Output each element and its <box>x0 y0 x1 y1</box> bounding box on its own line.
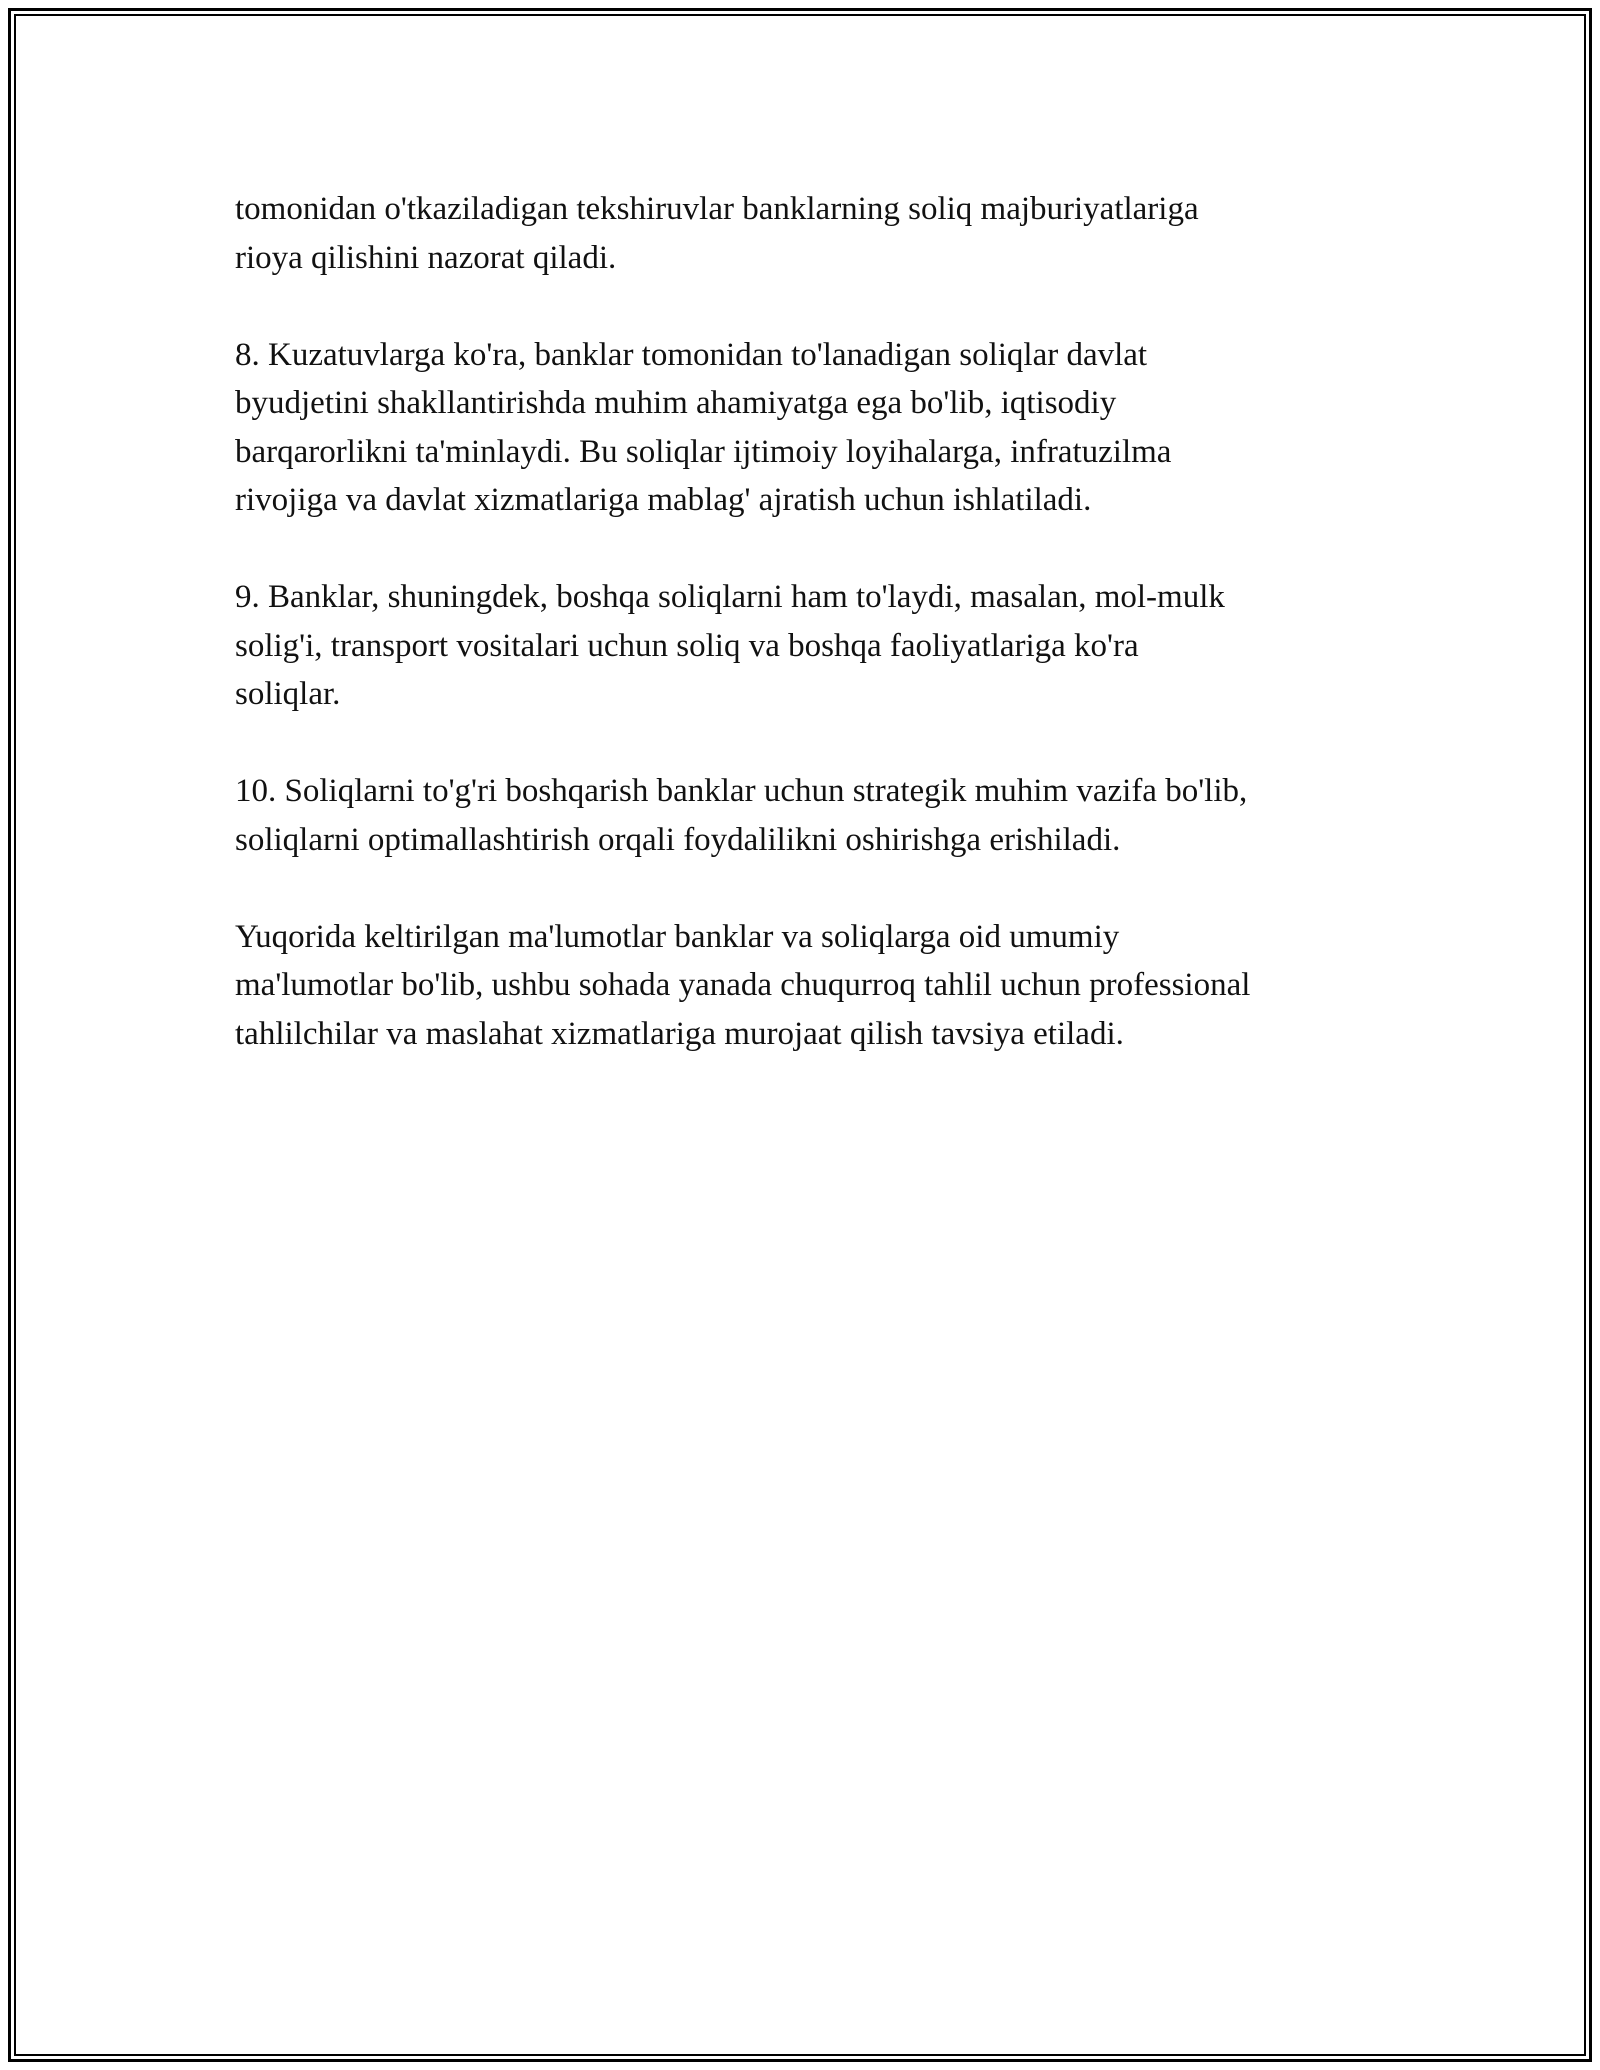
text-line: solig'i, transport vositalari uchun soliq va boshqa faoliyatlariga ko'ra <box>235 627 1139 664</box>
paragraph-item-9 <box>235 573 1415 719</box>
document-body <box>235 185 1415 1107</box>
text-line: byudjetini shakllantirishda muhim ahamiyatga ega bo'lib, iqtisodiy <box>235 385 1117 421</box>
text-line: rivojiga va davlat xizmatlariga mablag' ajratish uchun ishlatiladi. <box>235 482 1092 518</box>
paragraph-item-8 <box>235 331 1415 525</box>
text-line: 9. Banklar, shuningdek, boshqa soliqlarni ham to'laydi, masalan, mol-mulk <box>235 579 1225 615</box>
text-line: soliqlar. <box>235 676 341 712</box>
text-line: 10. Soliqlarni to'g'ri boshqarish banklar uchun strategik muhim vazifa bo'lib, <box>235 773 1248 809</box>
text-line: ma'lumotlar bo'lib, ushbu sohada yanada chuqurroq tahlil uchun professional <box>235 967 1251 1003</box>
text-line: Yuqorida keltirilgan ma'lumotlar banklar va soliqlarga oid umumiy <box>235 918 1120 955</box>
paragraph-conclusion <box>235 913 1415 1059</box>
text-line: 8. Kuzatuvlarga ko'ra, banklar tomonidan to'lanadigan soliqlar davlat <box>235 336 1148 373</box>
paragraph-item-10 <box>235 767 1415 864</box>
text-line: barqarorlikni ta'minlaydi. Bu soliqlar ijtimoiy loyihalarga, infratuzilma <box>235 433 1172 470</box>
paragraph-continuation <box>235 185 1415 282</box>
text-line: tomonidan o'tkaziladigan tekshiruvlar banklarning soliq majburiyatlariga <box>235 191 1199 227</box>
text-line: tahlilchilar va maslahat xizmatlariga murojaat qilish tavsiya etiladi. <box>235 1015 1124 1052</box>
text-line: soliqlarni optimallashtirish orqali foydalilikni oshirishga erishiladi. <box>235 821 1121 858</box>
text-line: rioya qilishini nazorat qiladi. <box>235 239 617 276</box>
